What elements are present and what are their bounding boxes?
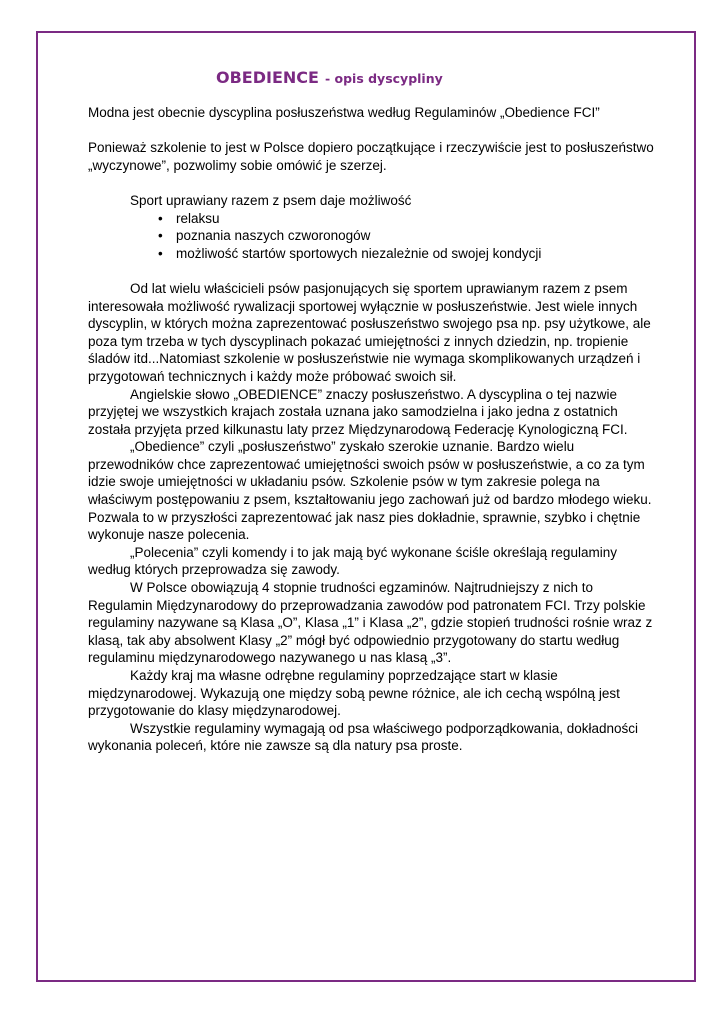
body-paragraph: Angielskie słowo „OBEDIENCE” znaczy posłuszeństwo. A dyscyplina o tej nazwie przyjętej we wszystkich krajach została uznana jako samodzielna i jako jedna z ostatnich została przyjęta przed kilkunastu laty przez Międzynarodową Federację Kynologiczną FCI. [88, 386, 628, 437]
document-body [88, 104, 660, 755]
list-intro: Sport uprawiany razem z psem daje możliwość [130, 192, 412, 208]
bullet-icon: • [158, 210, 163, 226]
bullet-icon: • [158, 228, 163, 244]
intro-paragraph-2: Ponieważ szkolenie to jest w Polsce dopiero początkujące i rzeczywiście jest to posłuszeństwo „wyczynowe”, pozwolimy sobie omówić je szerzej. [88, 140, 654, 173]
body-paragraph: Wszystkie regulaminy wymagają od psa właściwego podporządkowania, dokładności wykonania poleceń, które nie zawsze są dla natury psa proste. [88, 720, 639, 754]
body-paragraph: Każdy kraj ma własne odrębne regulaminy poprzedzające start w klasie międzynarodowej. Wykazują one między sobą pewne różnice, ale ich cechą wspólną jest przygotowanie do klasy międzynarodowej. [88, 668, 620, 719]
title-subtitle: - opis dyscypliny [324, 71, 443, 86]
title-main: OBEDIENCE [216, 68, 319, 87]
body-paragraph: W Polsce obowiązują 4 stopnie trudności egzaminów. Najtrudniejszy z nich to Regulamin Międzynarodowy do przeprowadzania zawodów pod patronatem FCI. Trzy polskie regulaminy nazywane są Klasa „O”, Klasa „1” i Klasa „2”, gdzie stopień trudności rośnie wraz z klasą, tak aby absolwent Klasy „2” mógł być odpowiednio przygotowany do startu według regulaminu międzynarodowego nazywanego u nas klasą „3”. [88, 580, 653, 666]
benefits-list [88, 210, 660, 263]
list-item: • relaksu [158, 210, 220, 226]
list-item: • możliwość startów sportowych niezależnie od swojej kondycji [158, 245, 542, 261]
body-paragraph: „Polecenia” czyli komendy i to jak mają być wykonane ściśle określają regulaminy według których przeprowadza się zawody. [88, 544, 617, 578]
document-title [216, 68, 443, 87]
bullet-icon: • [158, 245, 163, 261]
body-paragraph: „Obedience” czyli „posłuszeństwo” zyskało szerokie uznanie. Bardzo wielu przewodników chce zaprezentować umiejętności swoich psów w posłuszeństwie, a co za tym idzie swoje umiejętności w układaniu psów. Szkolenie psów w tym zakresie polega na właściwym postępowaniu z psem, kształtowaniu jego zachowań już od bardzo młodego wieku. Pozwala to w przyszłości zaprezentować jak nasz pies dokładnie, sprawnie, szybko i chętnie wykonuje nasze polecenia. [88, 439, 652, 543]
body-paragraph: Od lat wielu właścicieli psów pasjonujących się sportem uprawianym razem z psem interesowała możliwość rywalizacji sportowej wyłącznie w posłuszeństwie. Jest wiele innych dyscyplin, w których można zaprezentować posłuszeństwo swojego psa np. psy użytkowe, ale poza tym trzeba w tych dyscyplinach pokazać umiejętności z innych dziedzin, np. tropienie śladów itd...Natomiast szkolenie w posłuszeństwie nie wymaga skomplikowanych urządzeń i przygotowań technicznych i każdy może próbować swoich sił. [88, 280, 651, 384]
intro-paragraph: Modna jest obecnie dyscyplina posłuszeństwa według Regulaminów „Obedience FCI” [88, 105, 600, 120]
list-item: • poznania naszych czworonogów [158, 228, 371, 244]
